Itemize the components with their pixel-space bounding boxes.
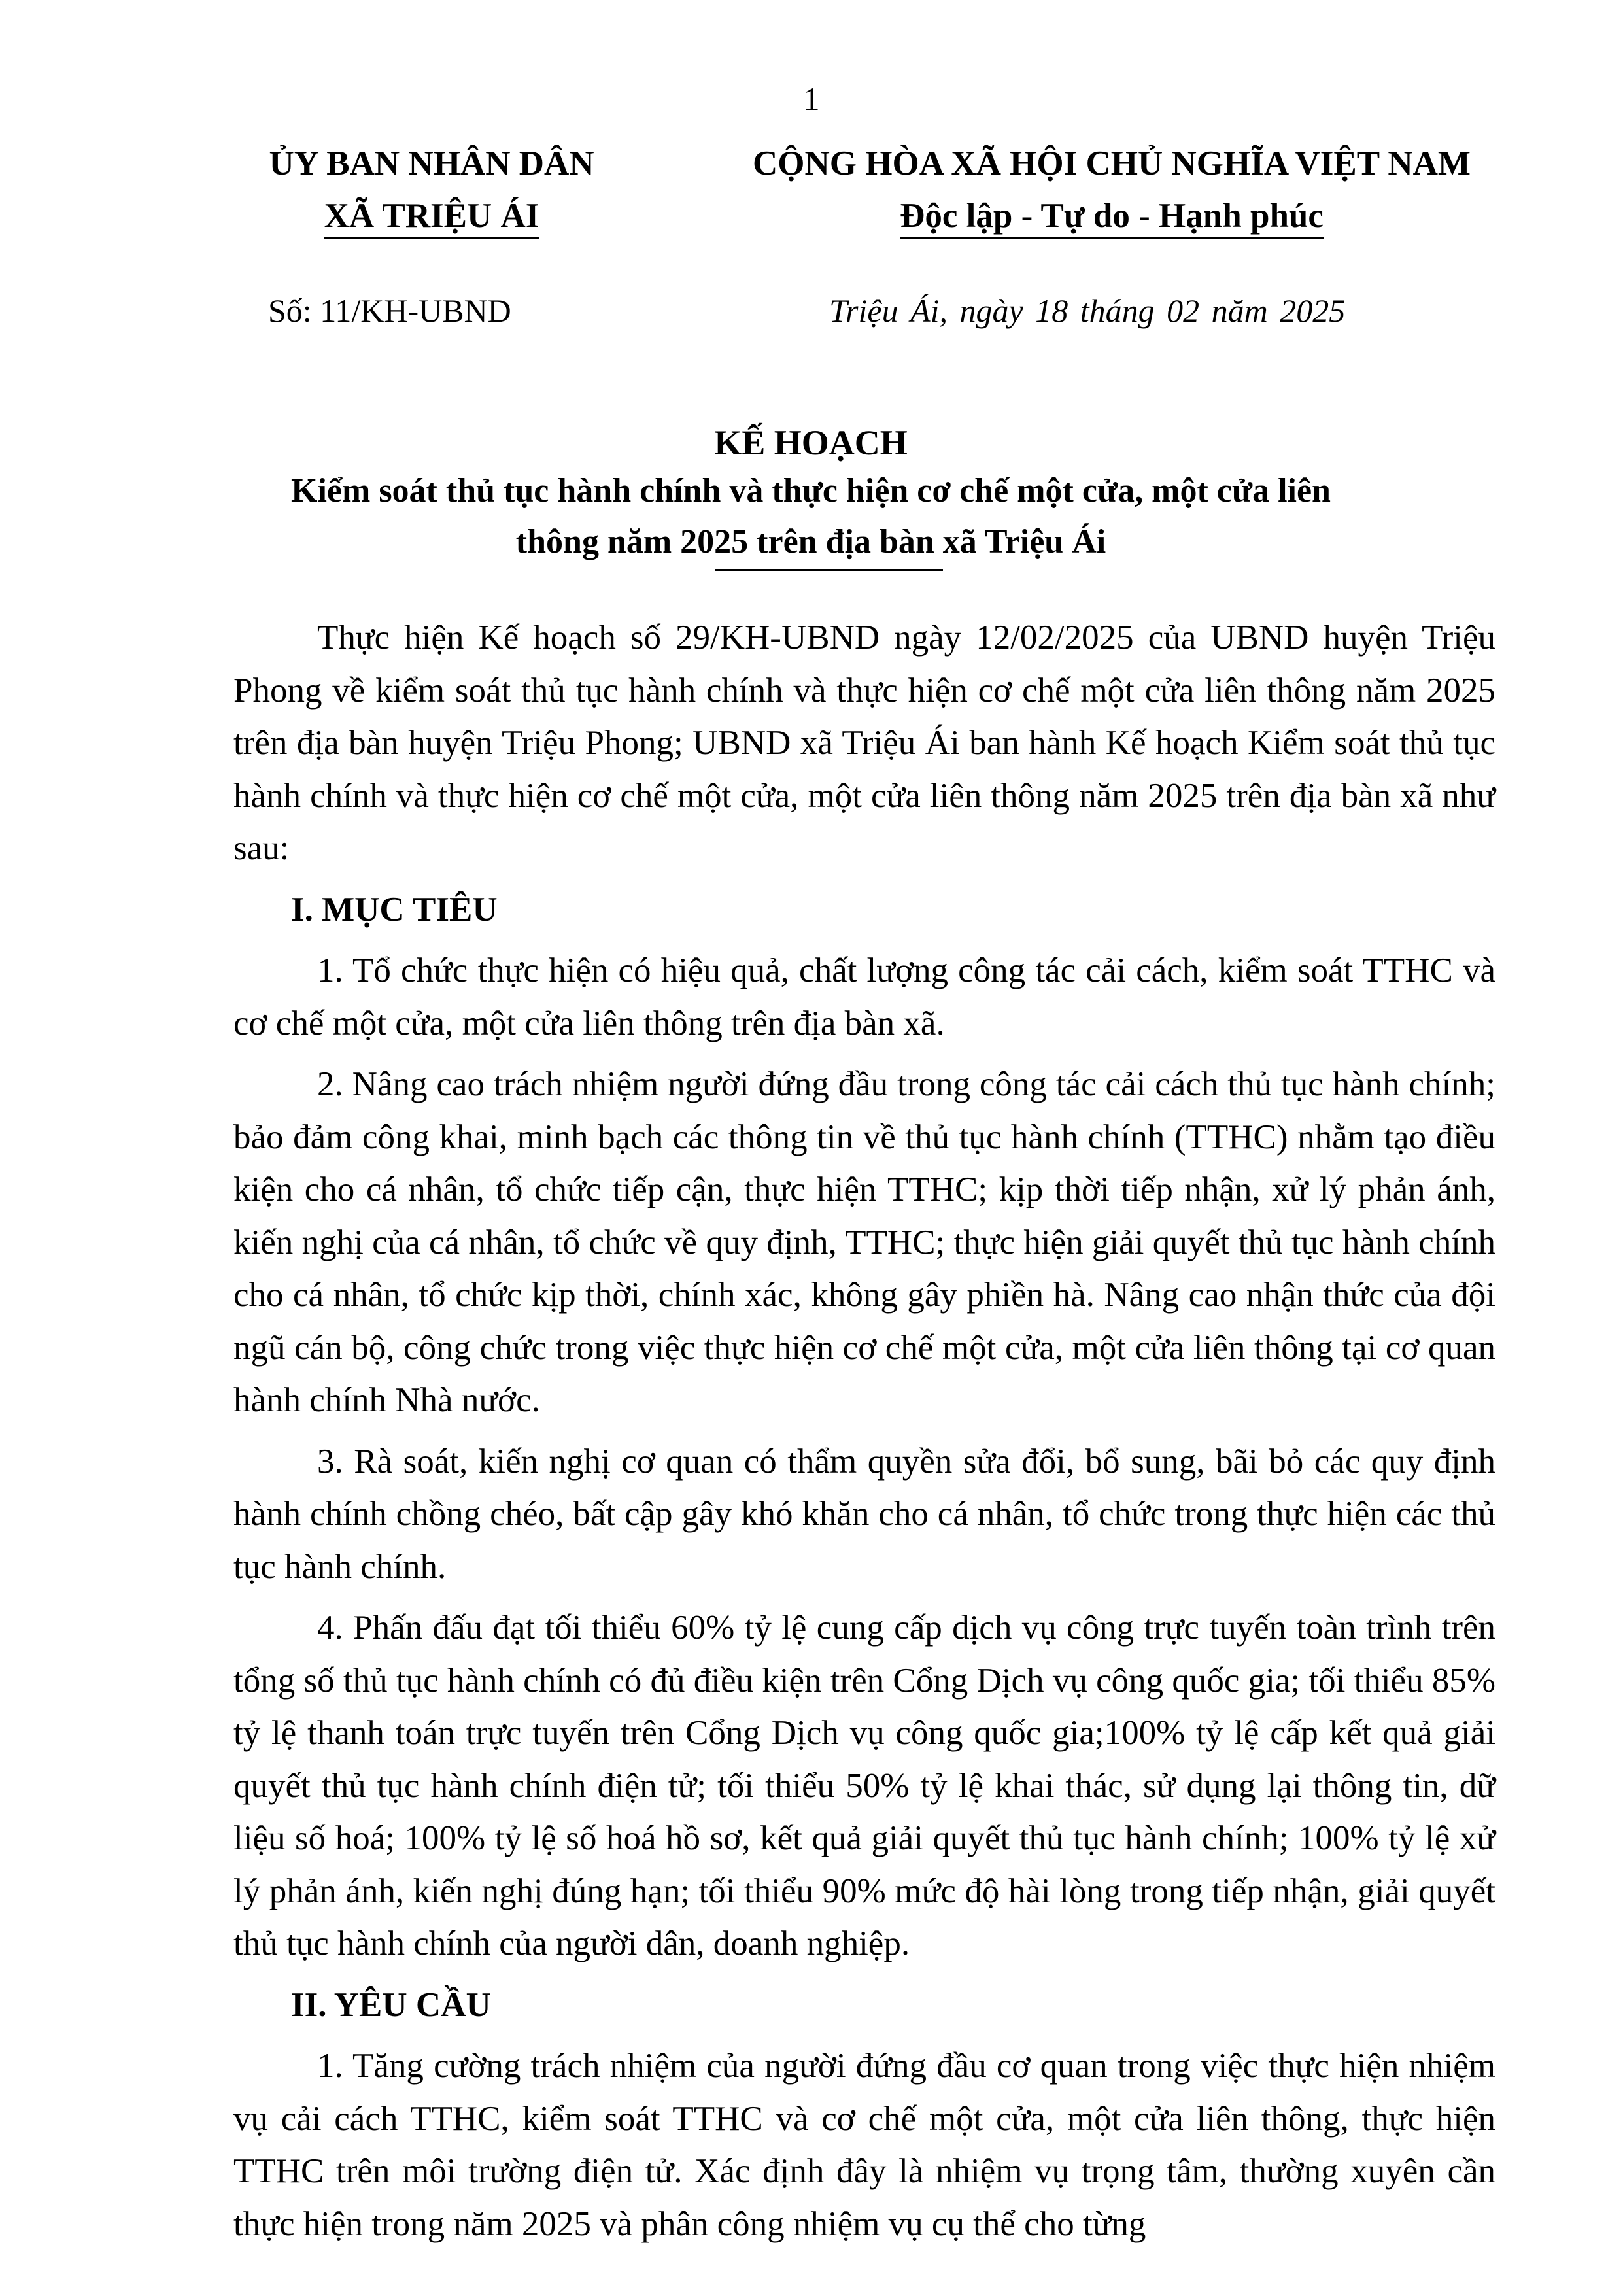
title-underline xyxy=(715,569,943,571)
agency-line-2: XÃ TRIỆU ÁI xyxy=(324,194,539,239)
title-main: KẾ HOẠCH xyxy=(714,423,908,462)
document-date: Triệu Ái, ngày 18 tháng 02 năm 2025 xyxy=(829,292,1346,329)
page-number: 1 xyxy=(803,80,820,117)
objective-item-3: 3. Rà soát, kiến nghị cơ quan có thẩm quyền sửa đổi, bổ sung, bãi bỏ các quy định hành chính chồng chéo, bất cập gây khó khăn cho cá nhân, tổ chức trong thực hiện các thủ tục hành chính. xyxy=(233,1442,1495,1586)
objective-item-1: 1. Tổ chức thực hiện có hiệu quả, chất lượng công tác cải cách, kiểm soát TTHC và cơ chế một cửa, một cửa liên thông trên địa bàn xã. xyxy=(233,951,1495,1042)
issuing-agency xyxy=(196,137,667,242)
intro-paragraph: Thực hiện Kế hoạch số 29/KH-UBND ngày 12/02/2025 của UBND huyện Triệu Phong về kiểm soát thủ tục hành chính và thực hiện cơ chế một cửa liên thông năm 2025 trên địa bàn huyện Triệu Phong; UBND xã Triệu Ái ban hành Kế hoạch Kiểm soát thủ tục hành chính và thực hiện cơ chế một cửa, một cửa liên thông năm 2025 trên địa bàn xã như sau: xyxy=(233,619,1495,867)
objective-item-2: 2. Nâng cao trách nhiệm người đứng đầu trong công tác cải cách thủ tục hành chính; bảo đảm công khai, minh bạch các thông tin về thủ tục hành chính (TTHC) nhằm tạo điều kiện cho cá nhân, tổ chức tiếp cận, thực hiện TTHC; kịp thời tiếp nhận, xử lý phản ánh, kiến nghị của cá nhân, tổ chức về quy định, TTHC; thực hiện giải quyết thủ tục hành chính cho cá nhân, tổ chức kịp thời, chính xác, không gây phiền hà. Nâng cao nhận thức của đội ngũ cán bộ, công chức trong việc thực hiện cơ chế một cửa, một cửa liên thông tại cơ quan hành chính Nhà nước. xyxy=(233,1065,1495,1419)
agency-line-1: ỦY BAN NHÂN DÂN xyxy=(269,145,594,182)
objective-item-4: 4. Phấn đấu đạt tối thiểu 60% tỷ lệ cung cấp dịch vụ công trực tuyến toàn trình trên tổng số thủ tục hành chính có đủ điều kiện trên Cổng Dịch vụ công quốc gia; tối thiểu 85% tỷ lệ thanh toán trực tuyến trên Cổng Dịch vụ công quốc gia;100% tỷ lệ cấp kết quả giải quyết thủ tục hành chính điện tử; tối thiểu 50% tỷ lệ khai thác, sử dụng lại thông tin, dữ liệu số hoá; 100% tỷ lệ số hoá hồ sơ, kết quả giải quyết thủ tục hành chính; 100% tỷ lệ xử lý phản ánh, kiến nghị đúng hạn; tối thiểu 90% mức độ hài lòng trong tiếp nhận, giải quyết thủ tục hành chính của người dân, doanh nghiệp. xyxy=(233,1609,1495,1962)
requirement-item-1: 1. Tăng cường trách nhiệm của người đứng đầu cơ quan trong việc thực hiện nhiệm vụ cải cách TTHC, kiểm soát TTHC và cơ chế một cửa, một cửa liên thông, thực hiện TTHC trên môi trường điện tử. Xác định đây là nhiệm vụ trọng tâm, thường xuyên cần thực hiện trong năm 2025 và phân công nhiệm vụ cụ thể cho từng xyxy=(233,2047,1495,2243)
country-name: CỘNG HÒA XÃ HỘI CHỦ NGHĨA VIỆT NAM xyxy=(753,145,1471,182)
document-body xyxy=(233,611,1495,2250)
title-line-2: thông năm 2025 trên địa bàn xã Triệu Ái xyxy=(515,523,1106,560)
national-header xyxy=(706,137,1517,242)
section-heading-requirements: II. YÊU CẦU xyxy=(291,1985,491,2024)
section-heading-objectives: I. MỤC TIÊU xyxy=(291,890,498,929)
document-number: Số: 11/KH-UBND xyxy=(268,292,511,329)
national-motto: Độc lập - Tự do - Hạnh phúc xyxy=(900,194,1324,239)
title-line-1: Kiểm soát thủ tục hành chính và thực hiện cơ chế một cửa, một cửa liên xyxy=(291,472,1331,509)
document-title xyxy=(196,420,1426,571)
